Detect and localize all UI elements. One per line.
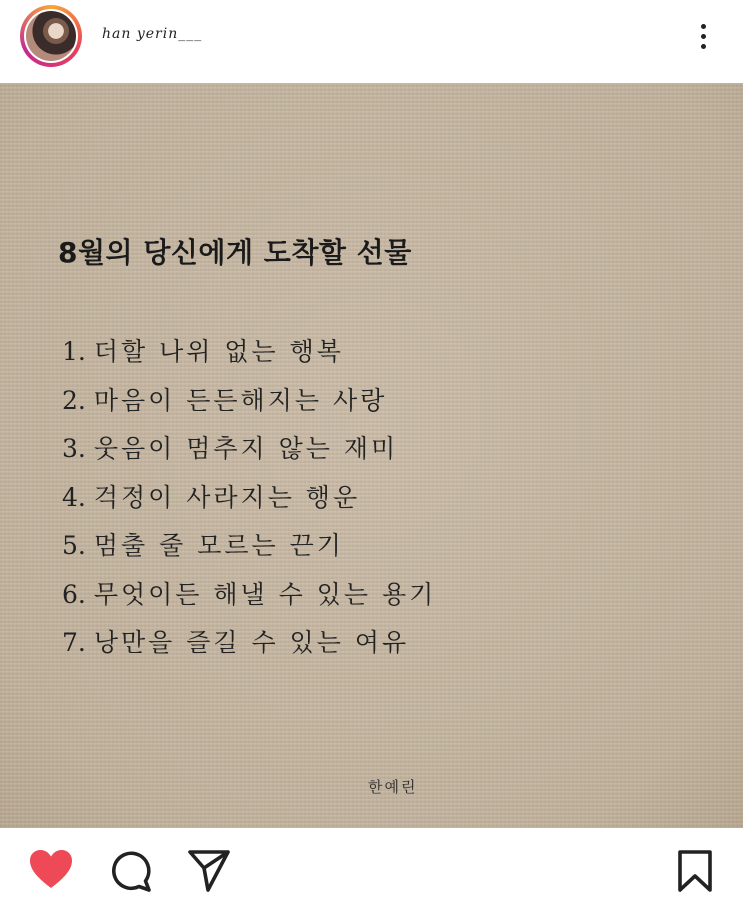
- list-item: 2. 마음이 든든해지는 사랑: [62, 385, 388, 415]
- list-item: 1. 더할 나위 없는 행복: [62, 337, 344, 366]
- list-item: 5. 멈출 줄 모르는 끈기: [62, 531, 344, 560]
- post-header: [0, 0, 743, 83]
- action-bar: [0, 828, 743, 894]
- share-icon[interactable]: [186, 848, 232, 894]
- more-options-icon[interactable]: [694, 22, 714, 52]
- avatar-image: [24, 9, 78, 63]
- comment-icon[interactable]: [108, 848, 154, 894]
- post-title: 8월의 당신에게 도착할 선물: [58, 236, 412, 269]
- list-item: 4. 걱정이 사라지는 행운: [62, 482, 361, 512]
- avatar[interactable]: [20, 5, 82, 67]
- post-image[interactable]: [0, 83, 743, 828]
- gift-list: [62, 337, 436, 677]
- heart-icon[interactable]: [28, 848, 74, 894]
- list-item: 7. 낭만을 즐길 수 있는 여유: [62, 628, 410, 657]
- signature: 한예린: [368, 778, 418, 796]
- list-item: 6. 무엇이든 해낼 수 있는 용기: [62, 579, 437, 609]
- username[interactable]: han yerin___: [102, 26, 203, 42]
- bookmark-icon[interactable]: [672, 848, 718, 894]
- list-item: 3. 웃음이 멈추지 않는 재미: [62, 434, 399, 463]
